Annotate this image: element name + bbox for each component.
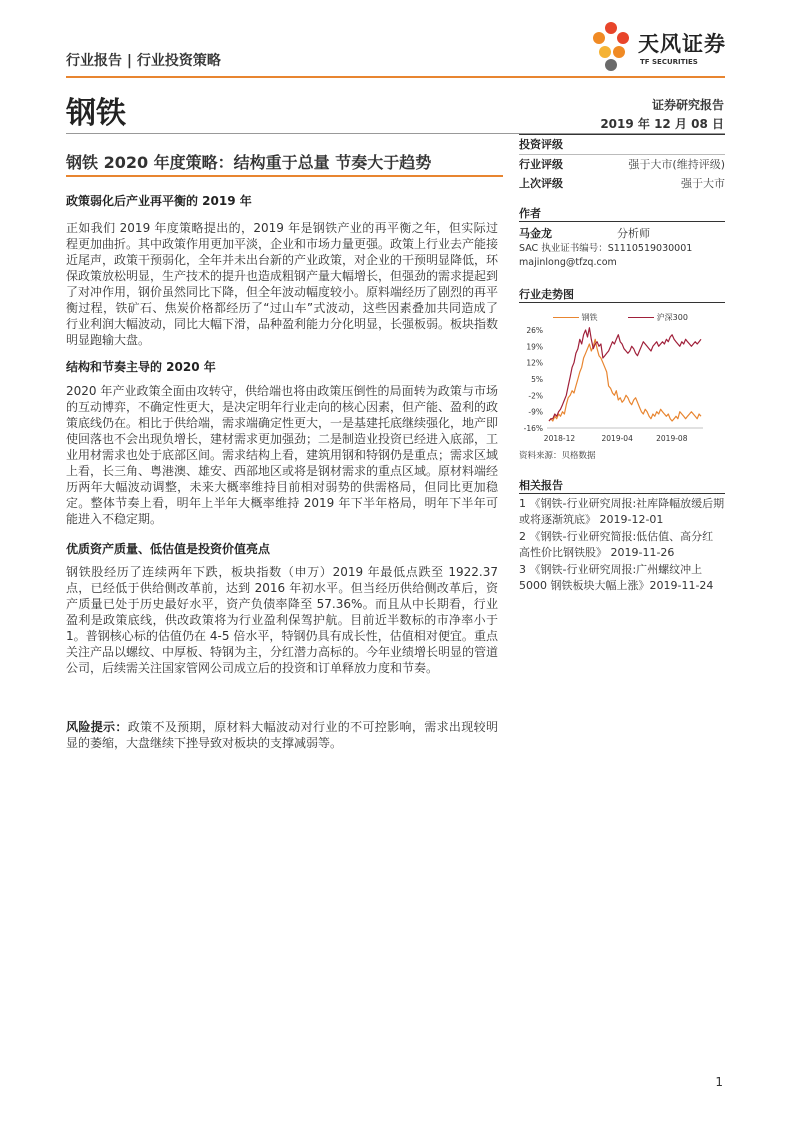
author-sac: SAC 执业证书编号：S1110519030001 — [519, 243, 693, 254]
author-email[interactable]: majinlong@tfzq.com — [519, 257, 617, 268]
related-report-3[interactable]: 3 《钢铁-行业研究周报:广州螺纹冲上5000 钢铁板块大幅上涨》2019-11-24 — [519, 563, 714, 592]
section-heading-1: 政策弱化后产业再平衡的 2019 年 — [66, 194, 252, 208]
y-tick-label: -16% — [523, 424, 543, 433]
logo-mark-icon — [586, 18, 636, 74]
logo-name-en: TF SECURITIES — [640, 58, 698, 66]
author-row — [519, 226, 725, 242]
related-report-1[interactable]: 1 《钢铁-行业研究周报:社库降幅放缓后期或将逐渐筑底》 2019-12-01 — [519, 497, 725, 526]
industry-rating-value: 强于大市(维持评级) — [628, 158, 725, 171]
y-tick-label: 5% — [531, 375, 543, 384]
related-box — [519, 478, 725, 595]
industry-title: 钢铁 — [66, 96, 126, 131]
chart-legend — [553, 312, 688, 323]
company-logo — [586, 18, 726, 74]
y-tick-label: 19% — [526, 342, 543, 352]
logo-name-cn: 天风证券 — [638, 32, 726, 56]
page-number: 1 — [715, 1075, 723, 1089]
x-tick-label: 2019-08 — [656, 434, 688, 443]
legend-label-hs300: 沪深300 — [656, 313, 688, 322]
rating-title: 投资评级 — [519, 138, 563, 151]
series-line-steel — [549, 339, 701, 421]
related-report-2[interactable]: 2 《钢铁-行业研究简报:低估值、高分红 高性价比钢铁股》 2019-11-26 — [519, 530, 714, 559]
section-heading-2: 结构和节奏主导的 2020 年 — [66, 360, 216, 374]
prev-rating-row — [519, 174, 725, 194]
chart-heading-box — [519, 287, 725, 303]
legend-swatch-steel — [553, 317, 579, 319]
y-tick-label: 26% — [526, 326, 543, 335]
chart-source: 资料来源：贝格数据 — [519, 451, 596, 461]
header-rule — [66, 76, 725, 78]
series-line-hs300 — [549, 328, 701, 421]
x-tick-label: 2019-04 — [601, 434, 633, 443]
risk-warning — [66, 719, 498, 751]
prev-rating-value: 强于大市 — [681, 177, 725, 190]
trend-chart — [519, 326, 725, 444]
report-type: 证券研究报告 — [651, 98, 724, 112]
section-body-2: 2020 年产业政策全面由攻转守，供给端也将由政策压倒性的局面转为政策与市场的互动博弈，不确定性更大，是决定明年行业走向的核心因素，但产能、盈利的政策底线仍在。相比于供给端，需求端确定性更大，一是基建托底继续强化，地产即使回落也不会出现负增长，建材需求更加强劲；二是制造业投资已经进入底部，工业用材需求也处于底部区间。需求结构上看，建筑用钢和特钢仍是重点；需求区域上看，长三角、粤港澳、雄安、西部地区或将是钢材需求的重点区域。原材料端经历两年大幅波动调整，未来大概率维持目前相对弱势的供需格局，但同比更加稳定。整体节奏上看，明年上半年大概率维持 2019 年下半年格局，明年下半年可能进入不稳定期。 — [66, 384, 499, 526]
author-name: 马金龙 — [519, 227, 552, 240]
industry-rating-row — [519, 154, 725, 174]
report-subtitle: 钢铁 2020 年度策略：结构重于总量 节奏大于趋势 — [66, 153, 432, 172]
rating-box — [519, 136, 725, 194]
related-title: 相关报告 — [519, 478, 725, 494]
legend-swatch-hs300 — [628, 317, 654, 319]
subtitle-rule — [66, 175, 503, 177]
section-heading-3: 优质资产质量、低估值是投资价值亮点 — [66, 542, 271, 556]
author-role: 分析师 — [617, 227, 650, 240]
risk-label: 风险提示： — [66, 720, 128, 734]
author-title: 作者 — [519, 206, 725, 222]
section-body-3: 钢铁股经历了连续两年下跌，板块指数（申万）2019 年最低点跌至 1922.37 点，已经低于供给侧改革前，达到 2016 年初水平。但当经历供给侧改革后，资产质量已处于历史最好水平，资产负债率降至 57.36%。而且从中长期看，行业盈利是政策底线，供改政策将为行业盈利保驾护航。目前近半数标的市净率小于 1。普钢核心标的估值仍在 4-5 倍水平，特钢仍具有成长性，估值相对便宜。重点关注产品以螺纹、中厚板、特钢为主，分红潜力高标的。今年业绩增长明显的管道公司，后续需关注国家管网公司成立后的投资和订单释放力度和节奏。 — [66, 565, 499, 675]
risk-text: 政策不及预期，原材料大幅波动对行业的不可控影响，需求出现较明显的萎缩，大盘继续下挫导致对板块的支撑减弱等。 — [66, 720, 498, 750]
rating-top-rule — [519, 134, 725, 135]
x-tick-label: 2018-12 — [543, 434, 576, 443]
report-date: 2019 年 12 月 08 日 — [600, 117, 724, 131]
section-body-1: 正如我们 2019 年度策略提出的，2019 年是钢铁产业的再平衡之年，但实际过程更加曲折。其中政策作用更加平淡，企业和市场力量更强。政策上行业去产能接近尾声，政策干预弱化，全年并未出台新的产业政策，对企业的干预明显降低，环保政策放松明显，生产技术的提升也造成粗钢产量大幅增长，但强劲的需求提起到了对冲作用，钢价虽然同比下降，但全年波动幅度较小。原料端经历了剧烈的再平衡过程，铁矿石、焦炭价格都经历了“过山车”式波动，这些因素叠加共同造成了行业利润大幅波动，同比大幅下滑，品种盈利能力分化明显，长强板弱。板块指数明显跑输大盘。 — [66, 221, 499, 347]
legend-label-steel: 钢铁 — [581, 313, 598, 322]
author-box — [519, 206, 725, 270]
report-category: 行业报告 | 行业投资策略 — [66, 53, 221, 69]
y-tick-label: -2% — [528, 391, 543, 401]
industry-rating-label: 行业评级 — [519, 158, 563, 171]
prev-rating-label: 上次评级 — [519, 177, 563, 190]
y-tick-label: 12% — [526, 358, 543, 368]
y-tick-label: -9% — [528, 407, 543, 417]
chart-title: 行业走势图 — [519, 287, 725, 303]
